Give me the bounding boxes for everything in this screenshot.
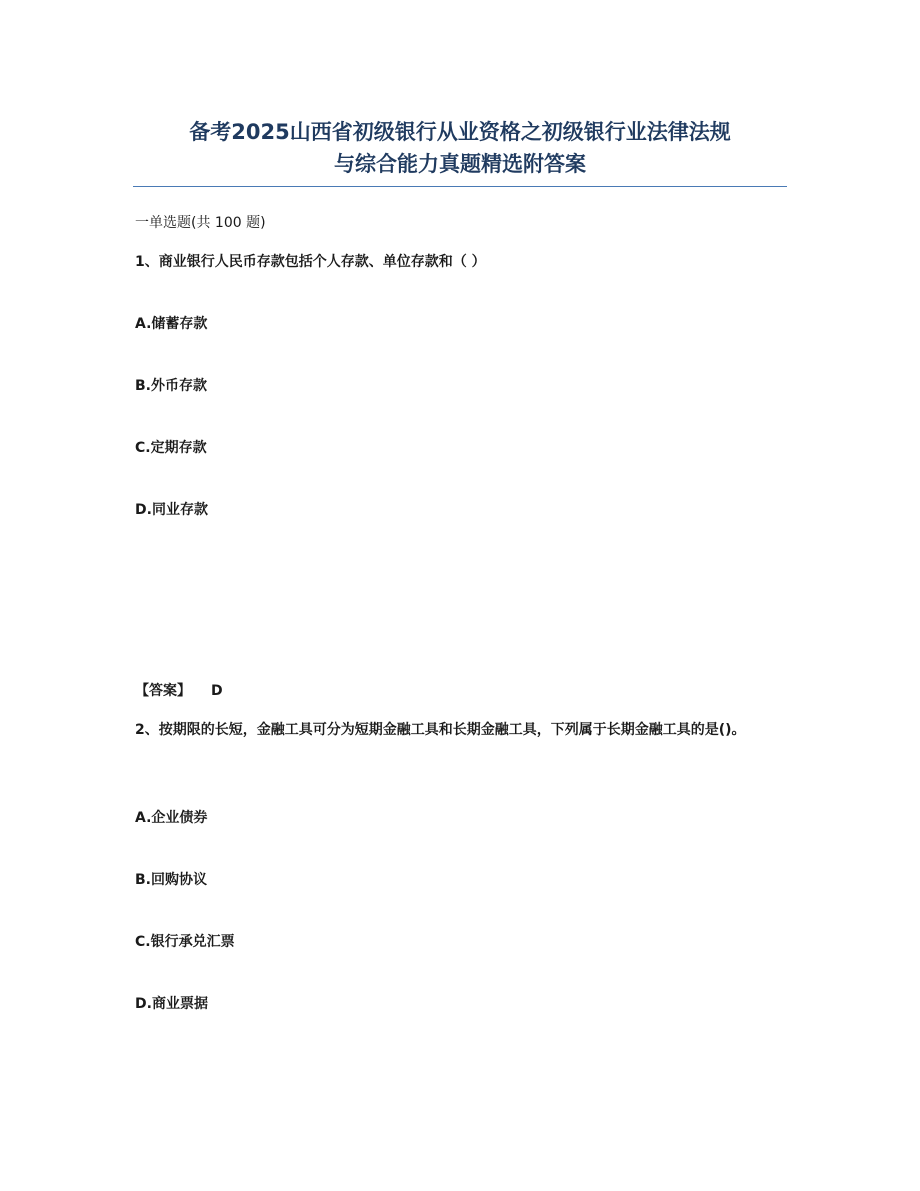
document-title [133, 116, 787, 180]
question-2-option-a: A.企业债券 [135, 810, 208, 826]
section-heading: 一单选题(共 100 题) [135, 215, 266, 231]
title-underline [133, 186, 787, 187]
title-line-2: 与综合能力真题精选附答案 [334, 152, 586, 176]
question-2-option-d: D.商业票据 [135, 996, 208, 1012]
question-1-option-b: B.外币存款 [135, 378, 207, 394]
question-1-answer [135, 681, 223, 701]
question-2-option-c: C.银行承兑汇票 [135, 934, 235, 950]
title-line-1: 备考2025山西省初级银行从业资格之初级银行业法律法规 [189, 120, 731, 144]
answer-label: 【答案】 [135, 683, 191, 699]
question-2-option-b: B.回购协议 [135, 872, 207, 888]
question-1-option-a: A.储蓄存款 [135, 316, 208, 332]
answer-value: D [211, 683, 223, 699]
question-1-option-d: D.同业存款 [135, 502, 208, 518]
question-1-option-c: C.定期存款 [135, 440, 207, 456]
question-1-text: 1、商业银行人民币存款包括个人存款、单位存款和（ ） [135, 254, 486, 270]
question-2-text: 2、按期限的长短，金融工具可分为短期金融工具和长期金融工具，下列属于长期金融工具的是()。 [135, 722, 746, 738]
